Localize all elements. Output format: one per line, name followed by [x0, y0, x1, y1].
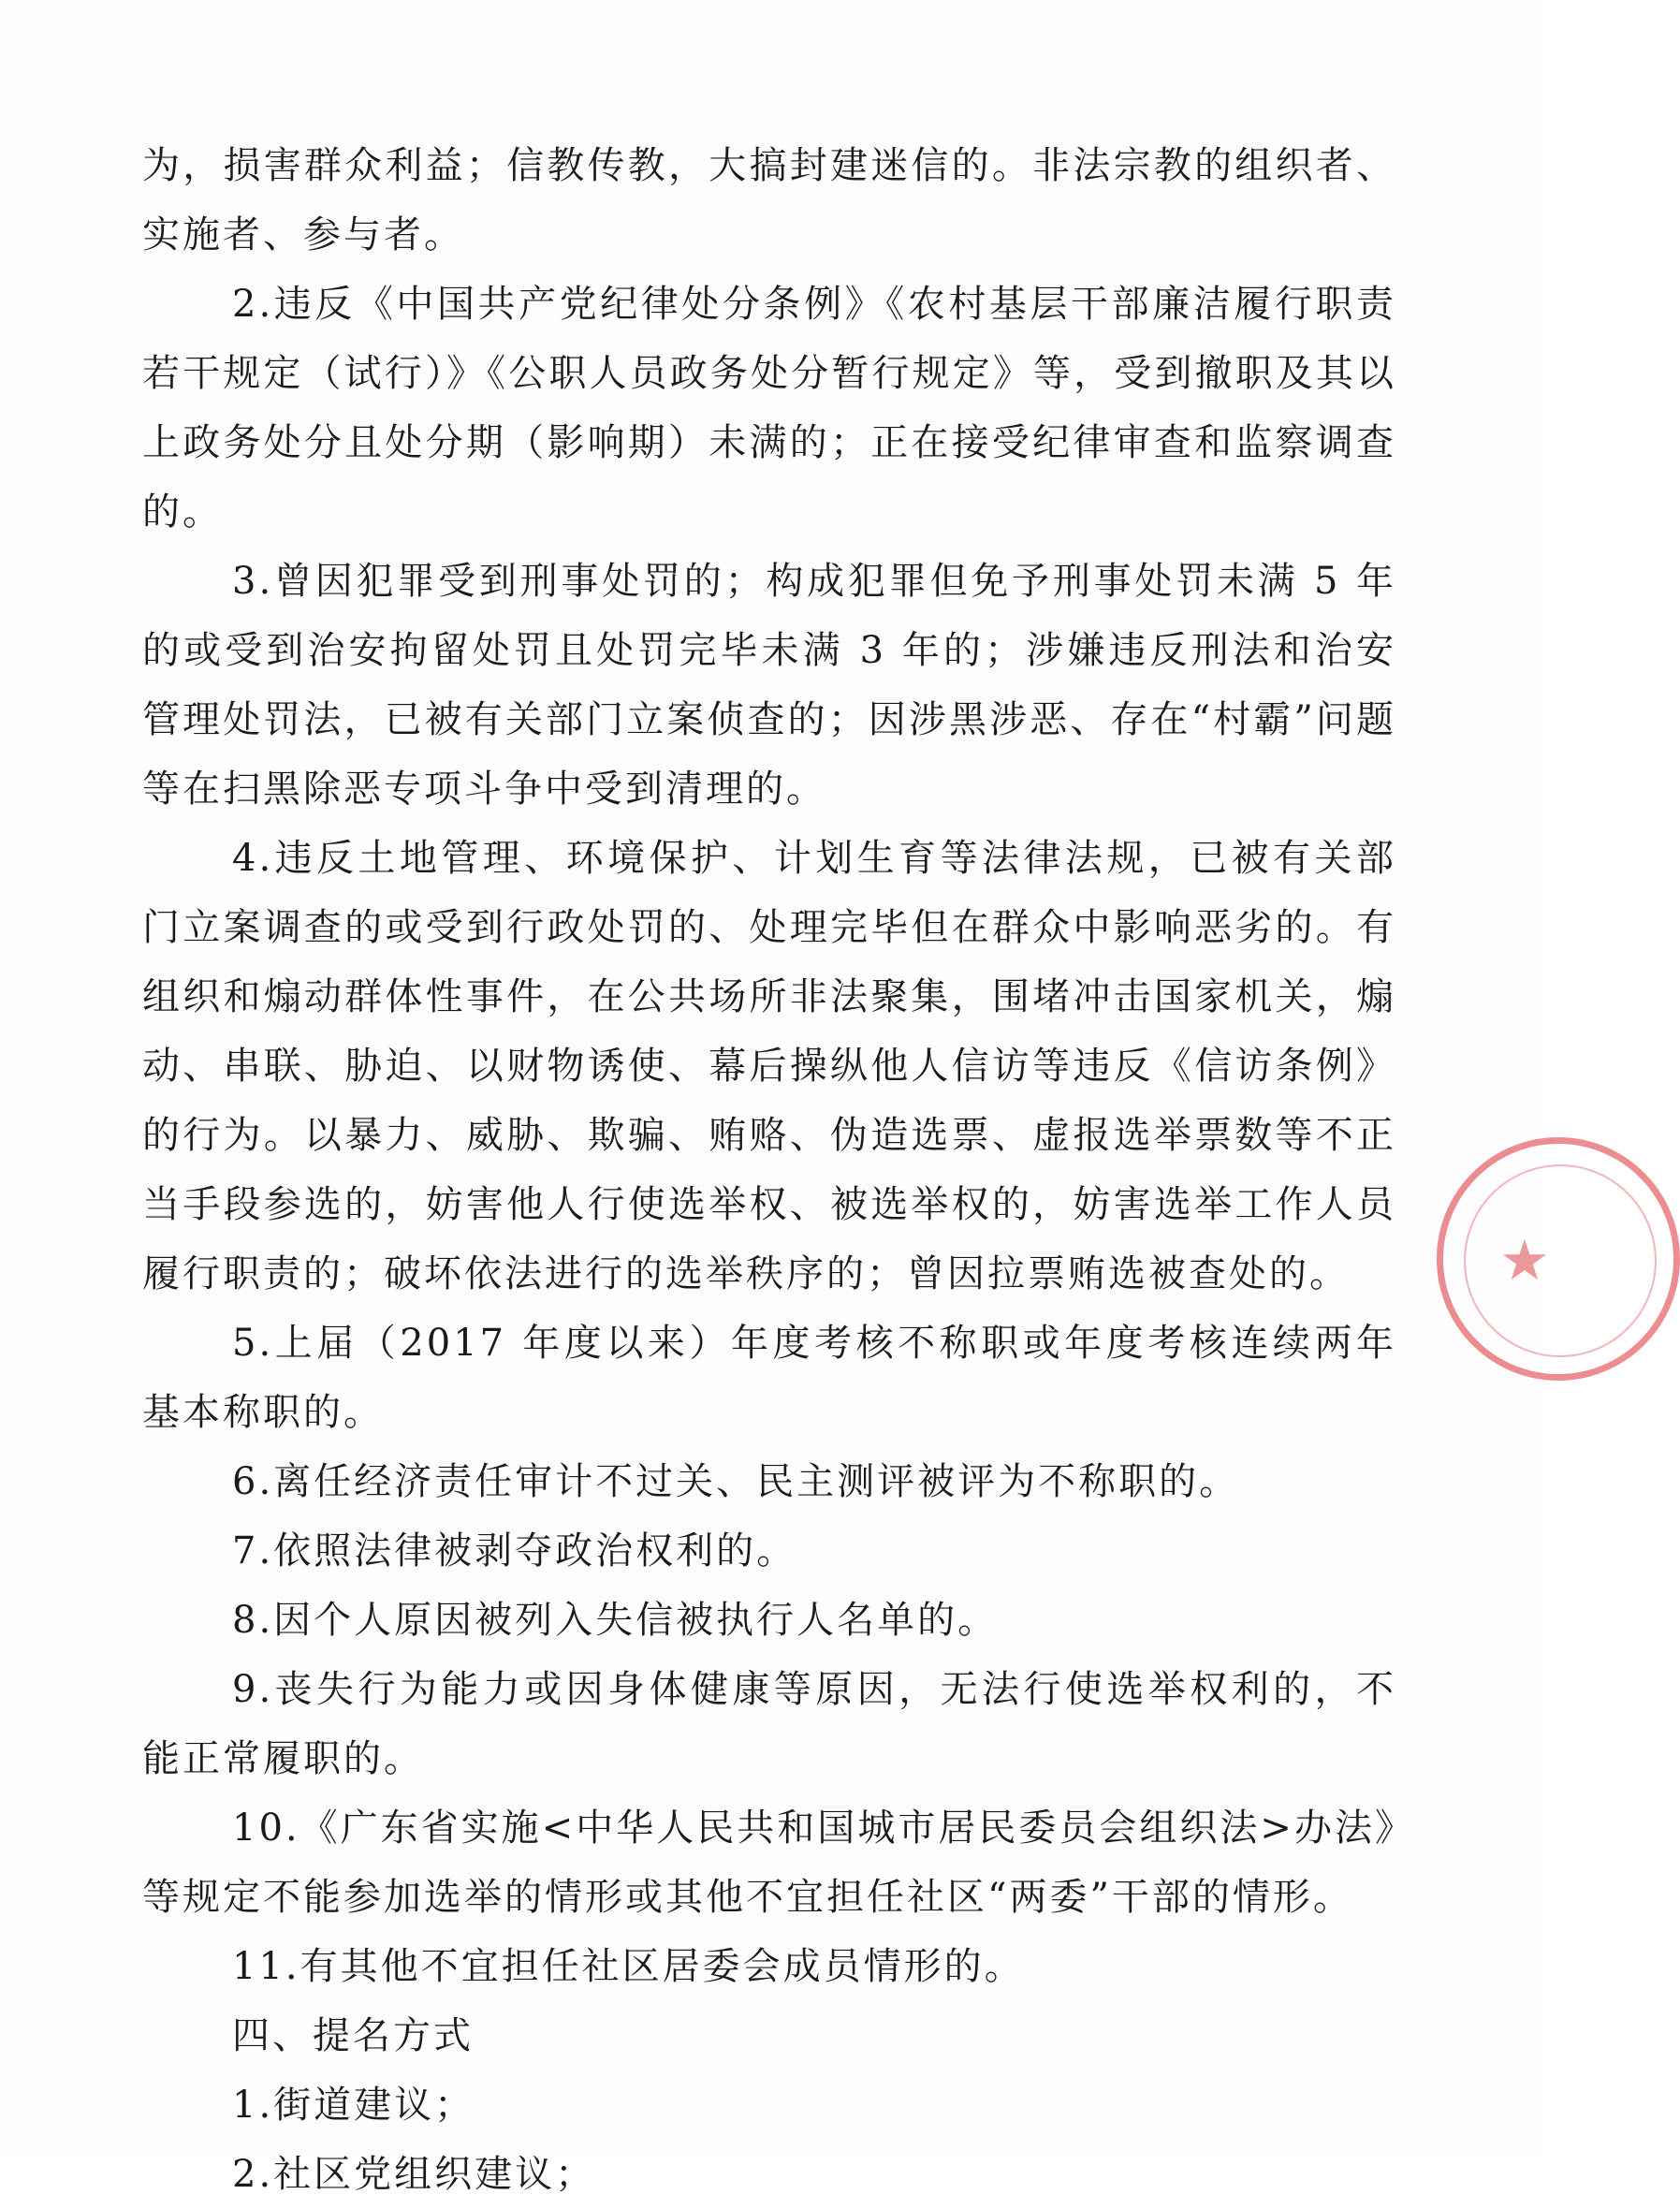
nomination-item-1: 1.街道建议； [232, 2084, 475, 2127]
paragraph-item-5: 5.上届（2017 年度以来）年度考核不称职或年度考核连续两年基本称职的。 [142, 1322, 1396, 1434]
paragraph-item-10: 10.《广东省实施<中华人民共和国城市居民委员会组织法>办法》等规定不能参加选举的情形或其他不宜担任社区“两委”干部的情形。 [142, 1807, 1396, 1919]
paragraph-item-4: 4.违反土地管理、环境保护、计划生育等法律法规，已被有关部门立案调查的或受到行政处罚的、处理完毕但在群众中影响恶劣的。有组织和煽动群体性事件，在公共场所非法聚集，围堵冲击国家机关，煽动、串联、胁迫、以财物诱使、幕后操纵他人信访等违反《信访条例》的行为。以暴力、威胁、欺骗、贿赂、伪造选票、虚报选举票数等不正当手段参选的，妨害他人行使选举权、被选举权的，妨害选举工作人员履行职责的；破坏依法进行的选举秩序的；曾因拉票贿选被查处的。 [142, 837, 1396, 1295]
seal-inner-ring [1464, 1164, 1657, 1357]
document-body [142, 131, 1396, 2209]
paragraph-item-8: 8.因个人原因被列入失信被执行人名单的。 [232, 1599, 999, 1642]
paragraph-item-6: 6.离任经济责任审计不过关、民主测评被评为不称职的。 [232, 1460, 1240, 1503]
paragraph-item-9: 9.丧失行为能力或因身体健康等原因，无法行使选举权利的，不能正常履职的。 [142, 1668, 1396, 1780]
paragraph-continuation: 为，损害群众利益；信教传教，大搞封建迷信的。非法宗教的组织者、实施者、参与者。 [142, 144, 1396, 256]
official-seal-stamp [1437, 1137, 1680, 1381]
nomination-item-2: 2.社区党组织建议； [232, 2153, 596, 2196]
paragraph-item-7: 7.依照法律被剥夺政治权利的。 [232, 1529, 797, 1573]
paragraph-item-3: 3.曾因犯罪受到刑事处罚的；构成犯罪但免予刑事处罚未满 5 年的或受到治安拘留处罚且处罚完毕未满 3 年的；涉嫌违反刑法和治安管理处罚法，已被有关部门立案侦查的；因涉黑涉恶、存在“村霸”问题等在扫黑除恶专项斗争中受到清理的。 [142, 560, 1396, 811]
paragraph-item-2: 2.违反《中国共产党纪律处分条例》《农村基层干部廉洁履行职责若干规定（试行）》《公职人员政务处分暂行规定》等，受到撤职及其以上政务处分且处分期（影响期）未满的；正在接受纪律审查和监察调查的。 [142, 283, 1396, 534]
section-heading-nomination: 四、提名方式 [232, 2014, 474, 2057]
paragraph-item-11: 11.有其他不宜担任社区居委会成员情形的。 [232, 1945, 1025, 1988]
seal-star-icon: ★ [1499, 1228, 1550, 1294]
